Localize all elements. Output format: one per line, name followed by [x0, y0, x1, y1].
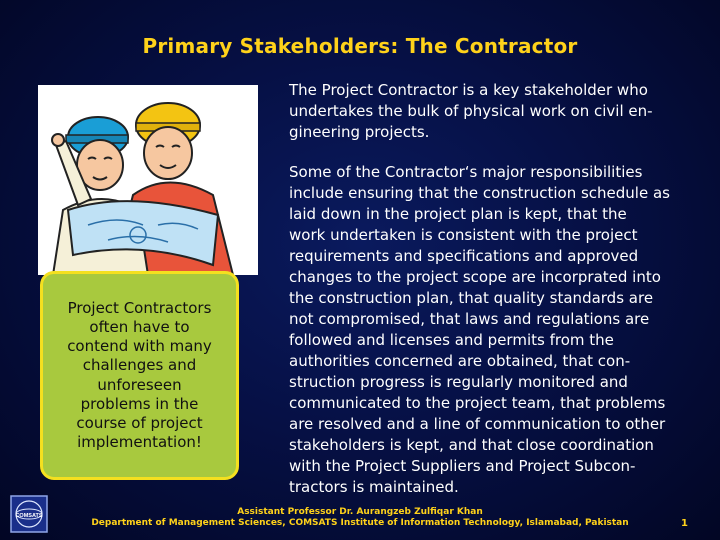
callout-text: [63, 299, 216, 453]
footer-department: Department of Management Sciences, COMSATS Institute of Information Technology, Islamabad, Pakistan: [91, 518, 629, 528]
callout-line: course of project: [76, 413, 203, 432]
responsibility-line: Some of the Contractor‘s major responsibilities: [289, 163, 643, 181]
contractor-responsibilities-paragraph: [289, 162, 693, 498]
callout-line: problems in the: [80, 394, 199, 413]
responsibility-line: followed and licenses and permits from the: [289, 331, 614, 349]
callout-line: Project Contractors: [67, 298, 212, 317]
responsibility-line: requirements and specifications and approved: [289, 247, 639, 265]
logo-text: COMSATS: [15, 513, 43, 519]
slide-title: Primary Stakeholders: The Contractor: [142, 34, 578, 58]
responsibility-line: struction progress is regularly monitored and: [289, 373, 628, 391]
responsibility-line: tractors is maintained.: [289, 478, 459, 496]
callout-line: challenges and: [82, 356, 197, 375]
responsibility-line: work undertaken is consistent with the project: [289, 226, 638, 244]
challenges-callout-box: [40, 271, 239, 480]
construction-workers-illustration: [38, 85, 258, 275]
callout-line: often have to: [89, 317, 190, 336]
responsibility-line: communicated to the project team, that problems: [289, 394, 666, 412]
responsibility-line: the construction plan, that quality standards are: [289, 289, 654, 307]
intro-line: gineering projects.: [289, 123, 430, 141]
responsibility-line: changes to the project scope are incorprated into: [289, 268, 661, 286]
responsibility-line: include ensuring that the construction schedule as: [289, 184, 670, 202]
responsibility-line: laid down in the project plan is kept, that the: [289, 205, 627, 223]
callout-line: implementation!: [77, 433, 202, 452]
responsibility-line: authorities concerned are obtained, that con-: [289, 352, 631, 370]
intro-line: undertakes the bulk of physical work on civil en-: [289, 102, 653, 120]
responsibility-line: not compromised, that laws and regulations are: [289, 310, 650, 328]
contractor-intro-paragraph: [289, 80, 693, 143]
responsibility-line: with the Project Suppliers and Project Subcon-: [289, 457, 636, 475]
responsibility-line: are resolved and a line of communication to other: [289, 415, 666, 433]
footer-author: Assistant Professor Dr. Aurangzeb Zulfiqar Khan: [237, 507, 483, 517]
intro-line: The Project Contractor is a key stakeholder who: [289, 81, 648, 99]
page-number: 1: [681, 518, 688, 529]
responsibility-line: stakeholders is kept, and that close coordination: [289, 436, 654, 454]
callout-line: unforeseen: [97, 375, 182, 394]
callout-line: contend with many: [67, 337, 212, 356]
construction-workers-icon: [38, 85, 258, 275]
